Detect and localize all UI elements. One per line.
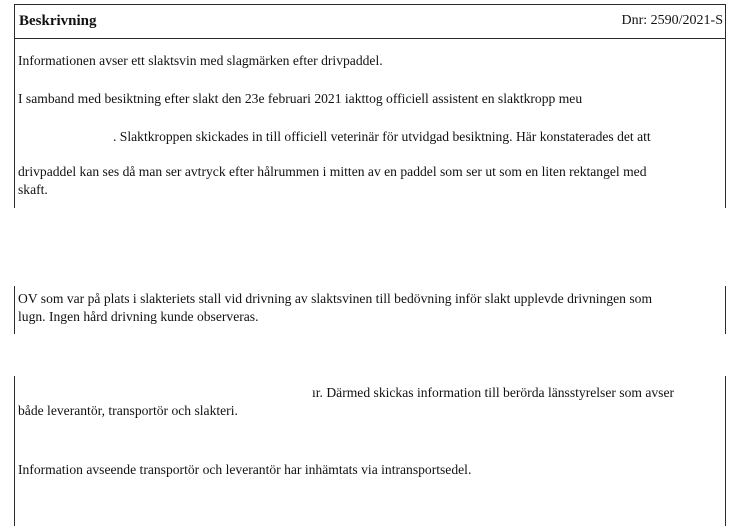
header-divider: [14, 38, 726, 39]
paragraph-line: ır. Därmed skickas information till berörda länsstyrelser som avser: [312, 385, 675, 400]
paragraph-line: både leverantör, transportör och slakteri.: [18, 403, 238, 418]
section-title: Beskrivning: [19, 13, 97, 29]
paragraph-line: drivpaddel kan ses då man ser avtryck efter hålrummen i mitten av en paddel som ser ut som en liten rektangel med: [18, 164, 647, 179]
redaction-block: [0, 208, 733, 286]
paragraph-line: Information avseende transportör och leverantör har inhämtats via intransportsedel.: [18, 462, 472, 477]
paragraph-line: I samband med besiktning efter slakt den 23e februari 2021 iakttog officiell assistent en slaktkropp meu: [18, 91, 583, 106]
paragraph-line: lugn. Ingen hård drivning kunde observeras.: [18, 309, 259, 324]
paragraph-line: Informationen avser ett slaktsvin med slagmärken efter drivpaddel.: [18, 53, 383, 68]
redaction-block: [0, 334, 733, 376]
case-number: Dnr: 2590/2021-S: [621, 13, 723, 28]
paragraph-line: OV som var på plats i slakteriets stall vid drivning av slaktsvinen till bedövning inför slakt upplevde drivningen som: [18, 291, 653, 306]
paragraph-line: skaft.: [18, 182, 48, 197]
paragraph-line: . Slaktkroppen skickades in till officiell veterinär för utvidgad besiktning. Här konstaterades det att: [113, 129, 651, 144]
